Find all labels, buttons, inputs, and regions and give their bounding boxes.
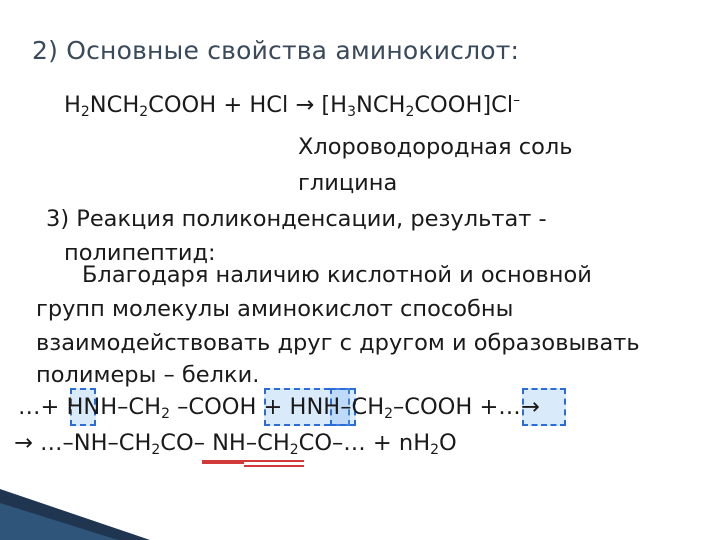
arrow-icon: → <box>295 92 315 118</box>
corner-decoration <box>0 445 150 540</box>
paragraph-line: групп молекулы аминокислот способны <box>36 296 514 322</box>
reaction-hcl: $H_2NCH_2COOH$ + HCl → $[H_3NCH_2COOH]Cl^-$ <box>64 92 521 120</box>
peptide-bond-underline <box>244 465 304 467</box>
peptide-bond-underline <box>244 460 304 462</box>
salt-name-line1: Хлороводородная соль <box>298 134 573 160</box>
arrow-icon: → <box>520 394 540 420</box>
reaction-peptide: → $\dots-NH-CH_2CO-$ $NH-CH_2CO-\dots + nH_2O$ <box>14 430 457 458</box>
section3-heading: 3) Реакция поликонденсации, результат - <box>46 206 547 232</box>
page-title: 2) Основные свойства аминокислот: <box>32 36 520 65</box>
paragraph-line: Благодаря наличию кислотной и основной <box>82 262 592 288</box>
salt-name-line2: глицина <box>298 170 398 196</box>
peptide-bond-underline <box>202 460 244 464</box>
section3-heading-cont: полипептид: <box>64 240 216 266</box>
paragraph-line: взаимодействовать друг с другом и образовывать <box>36 330 640 356</box>
arrow-icon: → <box>14 430 33 456</box>
paragraph-line: полимеры – белки. <box>36 362 260 388</box>
reaction-condensation: …+ HNH–$CH_2$ –COOH + HNH–$CH_2$–COOH +…→ <box>18 394 540 422</box>
